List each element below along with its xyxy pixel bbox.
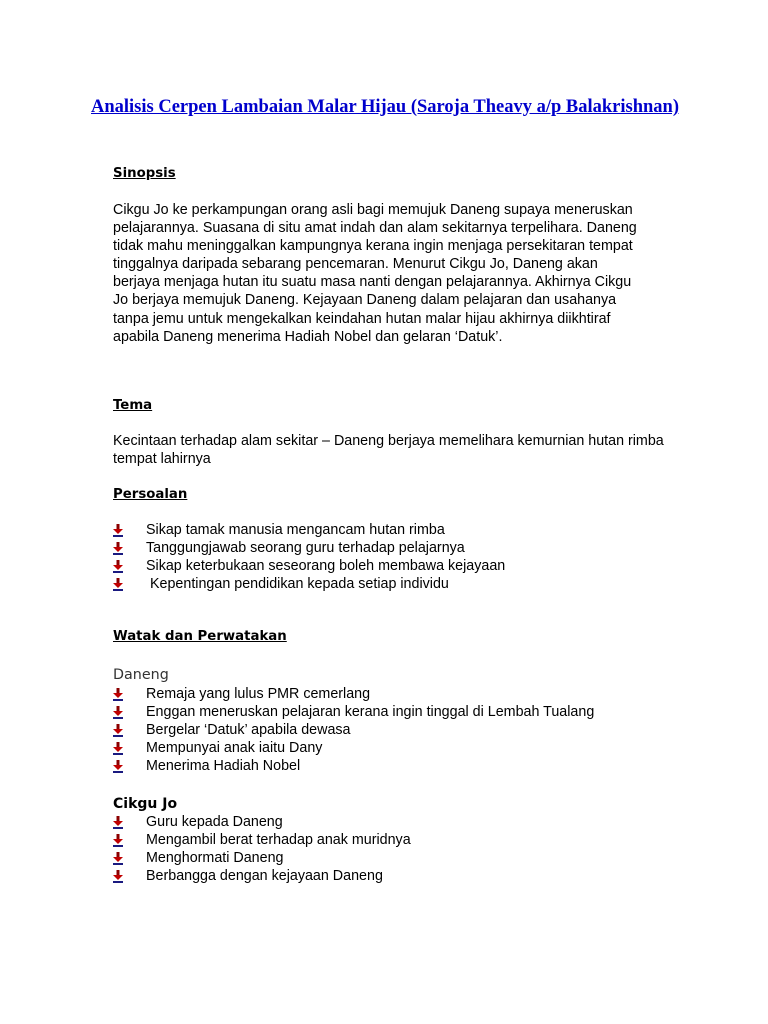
character-name-daneng: Daneng: [113, 667, 169, 683]
tema-paragraph: Kecintaan terhadap alam sekitar – Daneng berjaya memelihara kemurnian hutan rimba tempat lahirnya: [113, 433, 664, 468]
list-item: [113, 721, 594, 739]
list-item-text: Bergelar ‘Datuk’ apabila dewasa: [146, 722, 351, 739]
bullet-arrow-icon: [113, 834, 123, 847]
list-item: [113, 813, 411, 831]
daneng-traits-list: [113, 685, 594, 775]
list-item-text: Menghormati Daneng: [146, 850, 284, 867]
list-item: [113, 703, 594, 721]
bullet-arrow-icon: [113, 816, 123, 829]
list-item-text: Remaja yang lulus PMR cemerlang: [146, 686, 371, 702]
bullet-arrow-icon: [113, 852, 123, 865]
list-item-text: Sikap keterbukaan seseorang boleh membawa kejayaan: [146, 558, 506, 575]
persoalan-list: [113, 521, 505, 593]
bullet-arrow-icon: [113, 724, 123, 737]
list-item-text: Mengambil berat terhadap anak muridnya: [146, 832, 411, 849]
list-item-text: Guru kepada Daneng: [146, 814, 283, 830]
document-title: Analisis Cerpen Lambaian Malar Hijau (Saroja Theavy a/p Balakrishnan): [91, 97, 679, 117]
bullet-arrow-icon: [113, 560, 123, 573]
bullet-arrow-icon: [113, 578, 123, 591]
list-item-text: Sikap tamak manusia mengancam hutan rimba: [146, 522, 445, 538]
bullet-arrow-icon: [113, 542, 123, 555]
bullet-arrow-icon: [113, 760, 123, 773]
list-item-text: Enggan meneruskan pelajaran kerana ingin tinggal di Lembah Tualang: [146, 704, 595, 721]
list-item-text: Mempunyai anak iaitu Dany: [146, 740, 323, 757]
list-item: [113, 867, 411, 885]
bullet-arrow-icon: [113, 688, 123, 701]
list-item: [113, 521, 505, 539]
heading-sinopsis: Sinopsis: [113, 166, 176, 181]
list-item-text: Berbangga dengan kejayaan Daneng: [146, 868, 383, 885]
heading-watak-perwatakan: Watak dan Perwatakan: [113, 629, 287, 644]
list-item: [113, 539, 505, 557]
list-item-text: Kepentingan pendidikan kepada setiap individu: [146, 576, 449, 593]
list-item: [113, 831, 411, 849]
bullet-arrow-icon: [113, 742, 123, 755]
heading-tema: Tema: [113, 398, 153, 413]
cikgu-jo-traits-list: [113, 813, 411, 885]
list-item: [113, 685, 594, 703]
list-item: [113, 739, 594, 757]
list-item: [113, 849, 411, 867]
list-item: [113, 757, 594, 775]
list-item-text: Tanggungjawab seorang guru terhadap pelajarnya: [146, 540, 465, 557]
heading-persoalan: Persoalan: [113, 487, 188, 502]
bullet-arrow-icon: [113, 706, 123, 719]
bullet-arrow-icon: [113, 870, 123, 883]
sinopsis-paragraph: Cikgu Jo ke perkampungan orang asli bagi memujuk Daneng supaya meneruskan pelajarannya. Suasana di situ amat indah dan alam sekitarnya terpelihara. Daneng tidak mahu meninggalkan kampungnya kerana ingin menjaga persekitaran tempat tinggalnya daripada sebarang pencemaran. Menurut Cikgu Jo, Daneng akan berjaya menjaga hutan itu suatu masa nanti dengan pelajarannya. Akhirnya Cikgu Jo berjaya memujuk Daneng. Kejayaan Daneng dalam pelajaran dan usahanya tanpa jemu untuk mengekalkan keindahan hutan malar hijau akhirnya diikhtiraf apabila Daneng menerima Hadiah Nobel dan gelaran ‘Datuk’.: [113, 202, 637, 345]
character-name-cikgu-jo: Cikgu Jo: [113, 796, 178, 812]
bullet-arrow-icon: [113, 524, 123, 537]
list-item: [113, 575, 505, 593]
list-item: [113, 557, 505, 575]
list-item-text: Menerima Hadiah Nobel: [146, 758, 301, 775]
